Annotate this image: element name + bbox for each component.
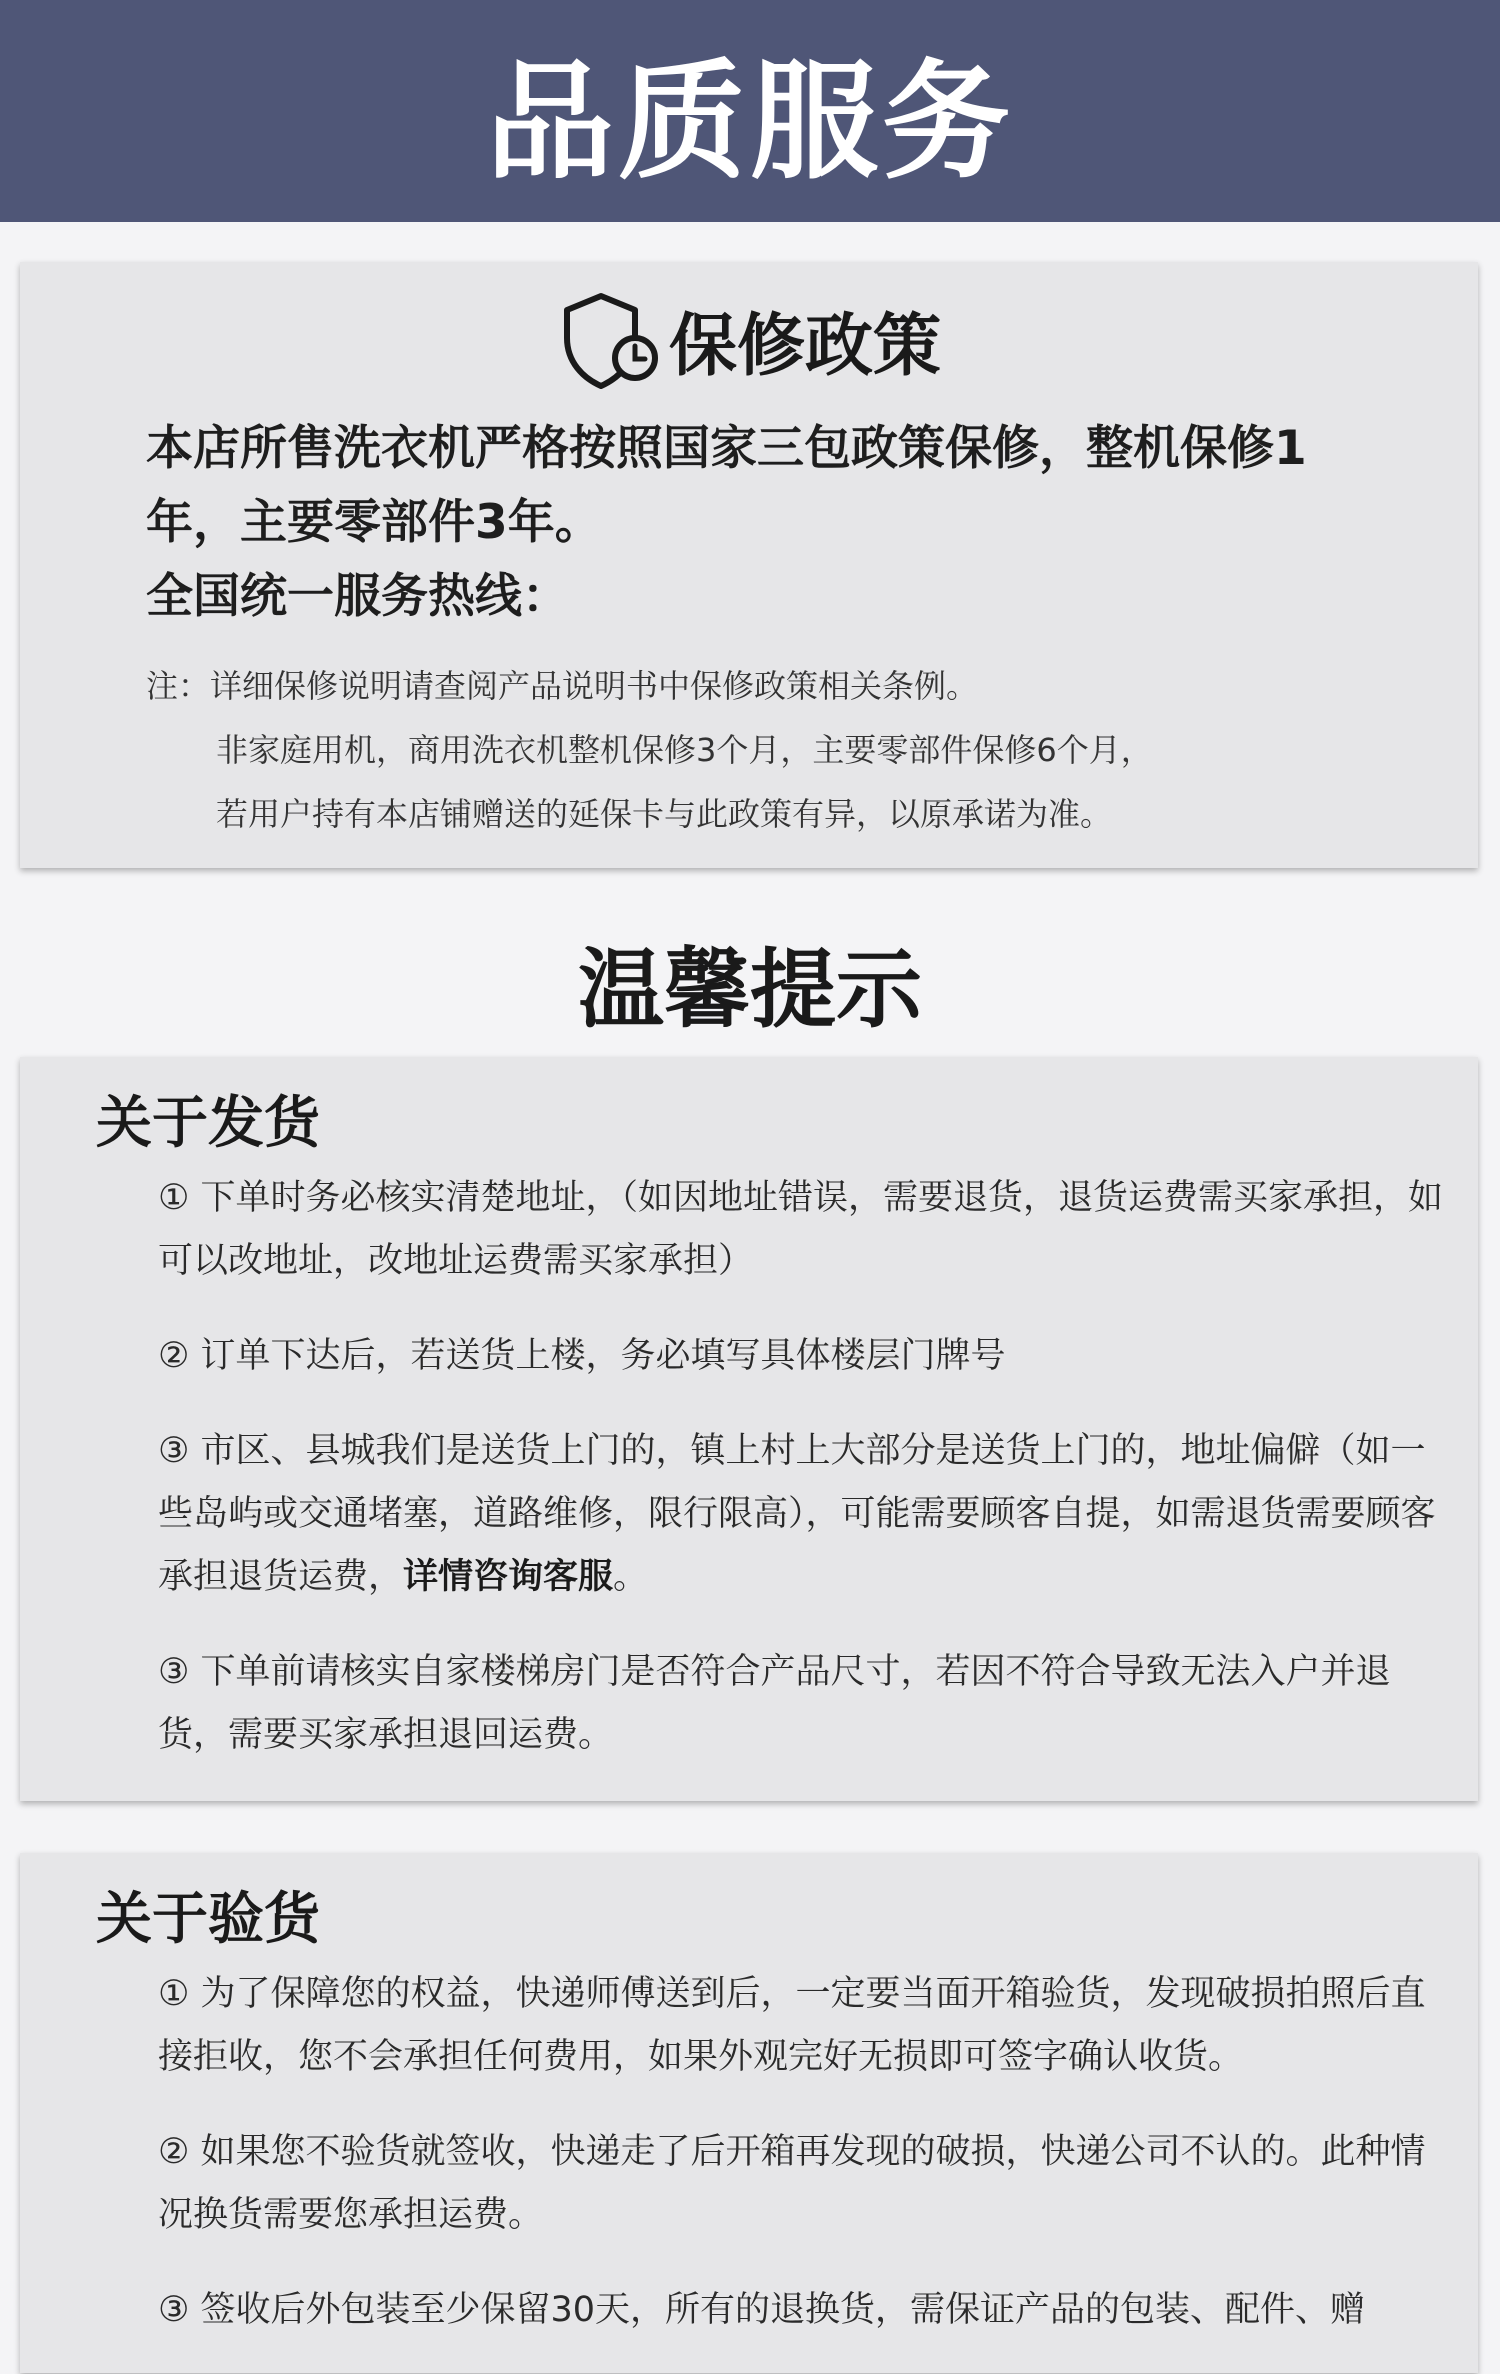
- inspection-list: [158, 1963, 1448, 2374]
- shield-clock-icon: [557, 288, 663, 392]
- inspection-title: 关于验货: [96, 1887, 320, 1952]
- list-item: ① 下单时务必核实清楚地址，（如因地址错误，需要退货，退货运费需买家承担，如可以改地址，改地址运费需买家承担）: [158, 1178, 1444, 1281]
- warranty-main-text: 本店所售洗衣机严格按照国家三包政策保修，整机保修1年，主要零部件3年。: [146, 421, 1307, 550]
- list-item: ③ 签收后外包装至少保留30天，所有的退换货，需保证产品的包装、配件、赠: [158, 2290, 1366, 2330]
- list-item: ② 如果您不验货就签收，快递走了后开箱再发现的破损，快递公司不认的。此种情况换货需要您承担运费。: [158, 2132, 1426, 2235]
- warranty-note: 非家庭用机，商用洗衣机整机保修3个月，主要零部件保修6个月，: [216, 731, 1153, 769]
- inspection-card: [20, 1853, 1478, 2373]
- hotline-label: 全国统一服务热线：: [146, 569, 569, 624]
- warranty-note: 注：详细保修说明请查阅产品说明书中保修政策相关条例。: [146, 667, 979, 705]
- shipping-list: [158, 1167, 1448, 1799]
- warranty-notes: [146, 654, 1153, 846]
- list-item: ③ 下单前请核实自家楼梯房门是否符合产品尺寸，若因不符合导致无法入户并退货，需要买家承担退回运费。: [158, 1652, 1391, 1755]
- shipping-card: [20, 1057, 1478, 1801]
- contact-service-text: 详情咨询客服: [403, 1557, 614, 1597]
- warranty-card: [20, 262, 1478, 868]
- warranty-title-row: [20, 288, 1478, 392]
- page-title: 品质服务: [485, 48, 1014, 197]
- warranty-title: 保修政策: [668, 306, 941, 386]
- list-item: ③ 市区、县城我们是送货上门的，镇上村上大部分是送货上门的，地址偏僻（如一些岛屿或交通堵塞，道路维修，限行限高），可能需要顾客自提，如需退货需要顾客承担退货运费，详情咨询客服。: [158, 1431, 1436, 1597]
- warranty-note: 若用户持有本店铺赠送的延保卡与此政策有异，以原承诺为准。: [216, 795, 1113, 833]
- list-item: ② 订单下达后，若送货上楼，务必填写具体楼层门牌号: [158, 1336, 1006, 1376]
- list-item: ① 为了保障您的权益，快递师傅送到后，一定要当面开箱验货，发现破损拍照后直接拒收，您不会承担任何费用，如果外观完好无损即可签字确认收货。: [158, 1974, 1426, 2077]
- shipping-title: 关于发货: [96, 1091, 320, 1156]
- tips-title: 温馨提示: [578, 940, 922, 1040]
- page-header: [0, 0, 1500, 222]
